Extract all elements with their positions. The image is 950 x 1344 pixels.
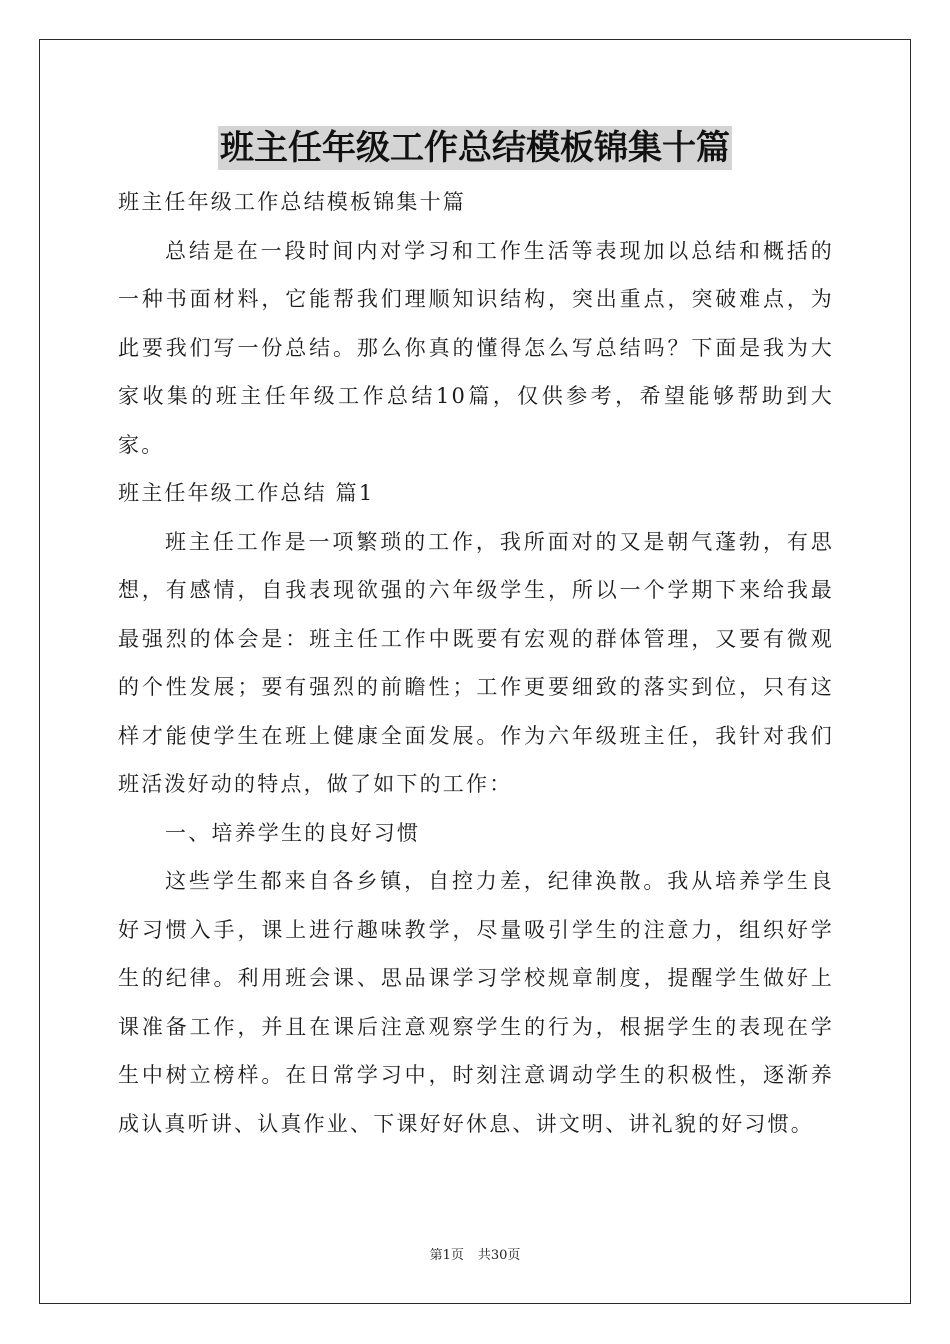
intro-paragraph: 总结是在一段时间内对学习和工作生活等表现加以总结和概括的一种书面材料，它能帮我们理顺知识结构，突出重点，突破难点，为此要我们写一份总结。那么你真的懂得怎么写总结吗？下面是我为大家收集的班主任年级工作总结10篇，仅供参考，希望能够帮助到大家。 bbox=[118, 238, 834, 457]
document-body bbox=[118, 178, 834, 1148]
section-heading: 班主任年级工作总结 篇1 bbox=[118, 481, 375, 505]
title-wrap bbox=[0, 126, 950, 170]
subtitle-line: 班主任年级工作总结模板锦集十篇 bbox=[118, 190, 466, 214]
document-title: 班主任年级工作总结模板锦集十篇 bbox=[220, 128, 730, 168]
page-number: 第1页 bbox=[429, 1248, 464, 1263]
page-total: 共30页 bbox=[477, 1248, 521, 1263]
body-paragraph: 这些学生都来自各乡镇，自控力差，纪律涣散。我从培养学生良好习惯入手，课上进行趣味教学，尽量吸引学生的注意力，组织好学生的纪律。利用班会课、思品课学习学校规章制度，提醒学生做好上课准备工作，并且在课后注意观察学生的行为，根据学生的表现在学生中树立榜样。在日常学习中，时刻注意调动学生的积极性，逐渐养成认真听讲、认真作业、下课好好休息、讲文明、讲礼貌的好习惯。 bbox=[118, 869, 834, 1136]
page-footer bbox=[0, 1244, 950, 1263]
body-paragraph: 班主任工作是一项繁琐的工作，我所面对的又是朝气蓬勃，有思想，有感情，自我表现欲强的六年级学生，所以一个学期下来给我最最强烈的体会是：班主任工作中既要有宏观的群体管理，又要有微观的个性发展；要有强烈的前瞻性；工作更要细致的落实到位，只有这样才能使学生在班上健康全面发展。作为六年级班主任，我针对我们班活泼好动的特点，做了如下的工作： bbox=[118, 529, 834, 796]
sub-heading: 一、培养学生的良好习惯 bbox=[165, 820, 421, 845]
